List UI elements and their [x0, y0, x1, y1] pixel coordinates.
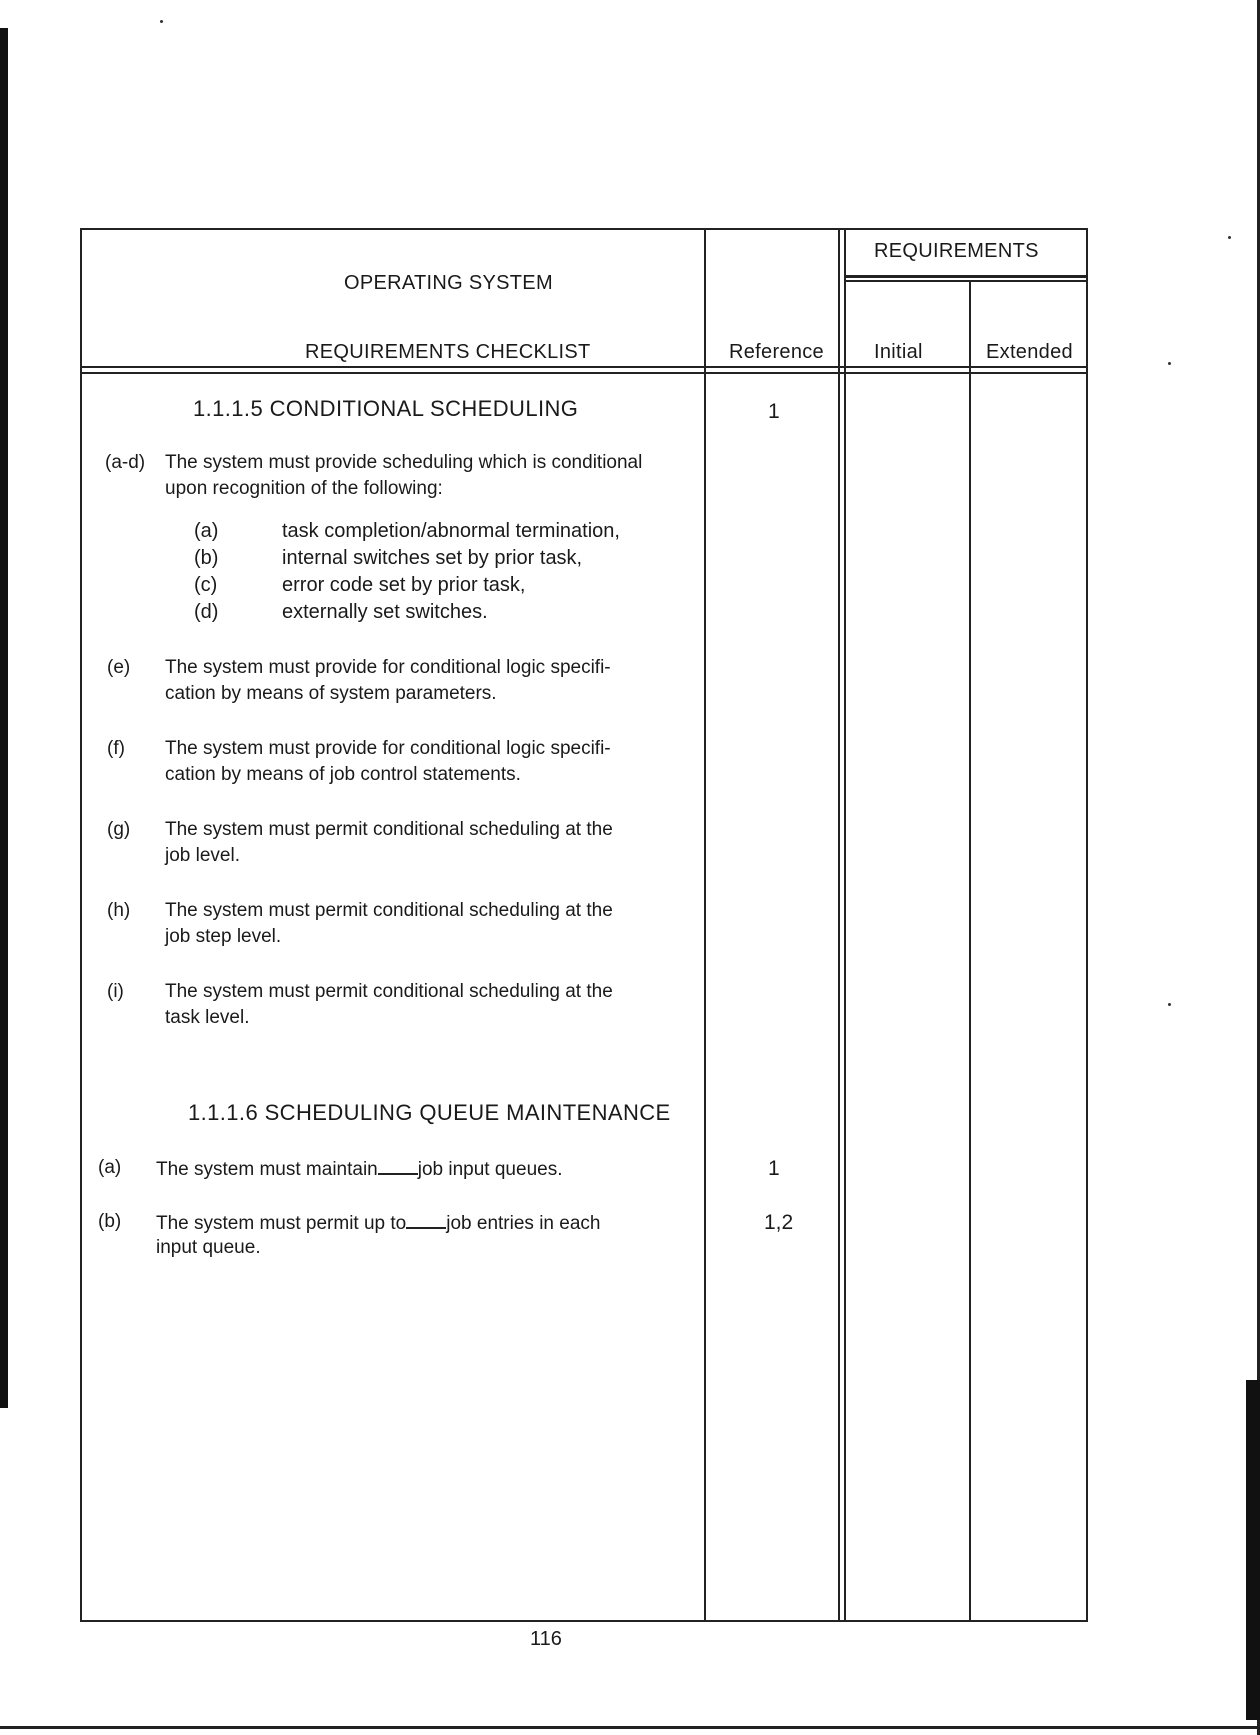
- item-label: (g): [107, 819, 131, 840]
- item-text-before-blank: The system must permit up to: [156, 1213, 407, 1234]
- item-text-line: task level.: [165, 1007, 250, 1028]
- fill-in-blank: [378, 1155, 418, 1175]
- sub-item-text: task completion/abnormal termination,: [282, 520, 620, 542]
- header-rule: [80, 366, 1088, 368]
- item-text-line: job level.: [165, 845, 240, 866]
- scan-edge-left: [0, 28, 8, 1408]
- item-text-line: [156, 1155, 562, 1183]
- item-text-line: upon recognition of the following:: [165, 478, 443, 499]
- fill-in-blank: [406, 1209, 446, 1229]
- item-text-line: cation by means of job control statements.: [165, 764, 521, 785]
- column-header-reference: Reference: [729, 341, 824, 363]
- scan-edge-right-bottom: [1246, 1380, 1260, 1720]
- sub-item-label: (a): [194, 520, 219, 542]
- item-text-line: The system must permit conditional scheduling at the: [165, 981, 613, 1002]
- scan-speck: [1168, 1003, 1171, 1006]
- scan-edge-bottom: [0, 1726, 1260, 1729]
- item-text-line: job step level.: [165, 926, 282, 947]
- item-text-before-blank: The system must maintain: [156, 1159, 378, 1180]
- section-title: 1.1.1.6 SCHEDULING QUEUE MAINTENANCE: [188, 1100, 671, 1125]
- item-label: (f): [107, 738, 125, 759]
- table-title-line1: OPERATING SYSTEM: [344, 272, 553, 294]
- reference-column-rule: [704, 228, 706, 1622]
- sub-item-text: externally set switches.: [282, 601, 488, 623]
- item-label: (a): [98, 1157, 122, 1178]
- requirements-column-rule-double: [844, 228, 846, 1622]
- item-text-line: The system must provide for conditional logic specifi-: [165, 738, 611, 759]
- sub-item-text: internal switches set by prior task,: [282, 547, 583, 569]
- item-label: (a-d): [105, 452, 146, 473]
- item-label: (i): [107, 981, 124, 1002]
- sub-item-text: error code set by prior task,: [282, 574, 526, 596]
- column-header-extended: Extended: [986, 341, 1073, 363]
- column-header-initial: Initial: [874, 341, 923, 363]
- scan-speck: [1168, 362, 1171, 365]
- item-text-after-blank: job entries in each: [446, 1213, 601, 1234]
- item-text-line: The system must permit conditional scheduling at the: [165, 819, 613, 840]
- sub-item-label: (b): [194, 547, 219, 569]
- page-number: 116: [530, 1628, 562, 1650]
- scan-speck: [1228, 236, 1231, 239]
- item-text-line: The system must permit conditional scheduling at the: [165, 900, 613, 921]
- requirements-header-band-rule: [846, 280, 1086, 282]
- sub-item-label: (d): [194, 601, 219, 623]
- item-text-line: cation by means of system parameters.: [165, 683, 497, 704]
- reference-value: 1: [768, 400, 780, 423]
- item-label: (h): [107, 900, 131, 921]
- item-text-after-blank: job input queues.: [417, 1159, 563, 1180]
- requirements-column-rule: [838, 228, 840, 1622]
- reference-value: 1: [768, 1157, 780, 1180]
- extended-column-rule: [969, 282, 971, 1622]
- item-label: (e): [107, 657, 131, 678]
- item-text-line: input queue.: [156, 1237, 261, 1258]
- item-text-line: [156, 1209, 600, 1237]
- reference-value: 1,2: [764, 1211, 794, 1234]
- section-title: 1.1.1.5 CONDITIONAL SCHEDULING: [193, 396, 579, 421]
- table-title-line2: REQUIREMENTS CHECKLIST: [305, 341, 591, 363]
- scan-speck: [160, 20, 163, 23]
- header-rule-double: [80, 372, 1088, 374]
- item-label: (b): [98, 1211, 122, 1232]
- item-text-line: The system must provide scheduling which is conditional: [165, 452, 643, 473]
- column-header-requirements: REQUIREMENTS: [874, 240, 1039, 262]
- item-text-line: The system must provide for conditional logic specifi-: [165, 657, 611, 678]
- sub-item-label: (c): [194, 574, 218, 596]
